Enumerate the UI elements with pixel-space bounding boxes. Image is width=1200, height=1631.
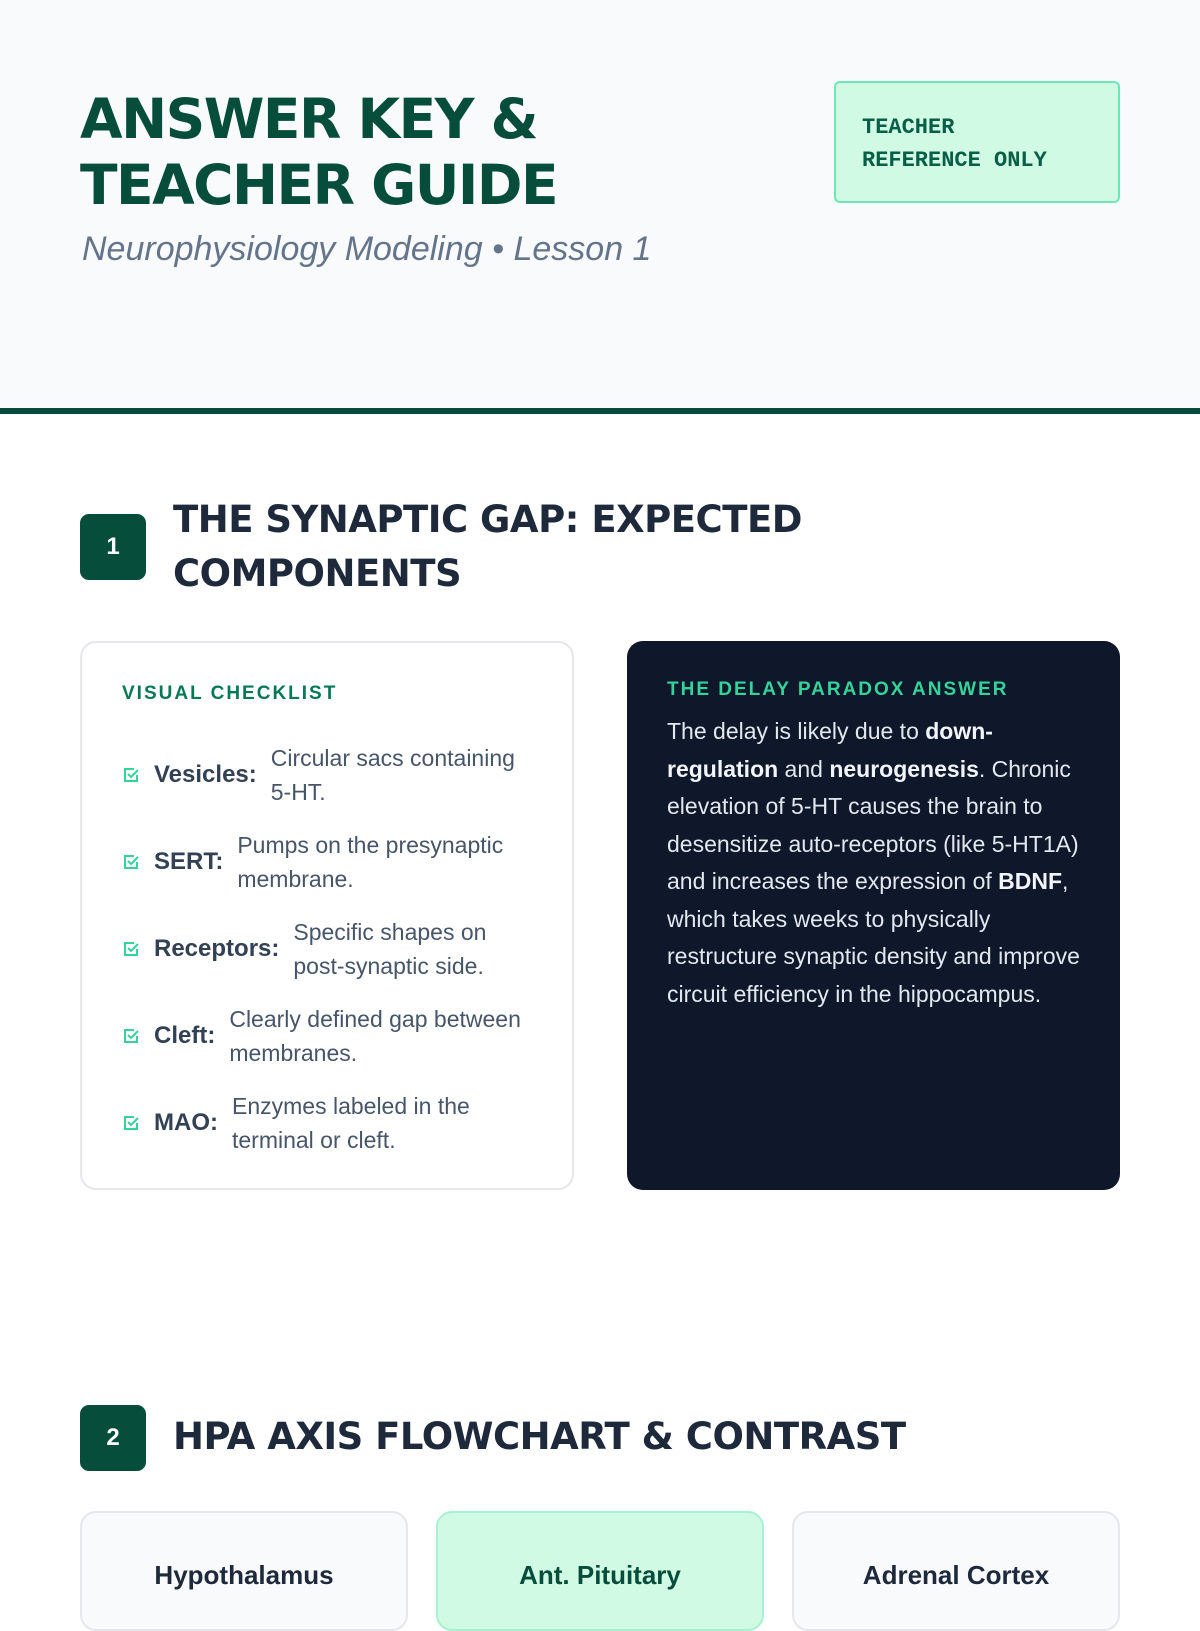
checklist-item [122, 731, 532, 818]
item-value: Specific shapes on post-synaptic side. [293, 918, 487, 979]
checkbox-checked-icon [122, 853, 140, 871]
flow-node-ant-pituitary: Ant. Pituitary [436, 1511, 764, 1631]
item-key: Receptors: [154, 934, 280, 962]
delay-paradox-card [627, 641, 1120, 1190]
checkbox-checked-icon [122, 766, 140, 784]
checkbox-checked-icon [122, 1114, 140, 1132]
section-title: HPA AXIS FLOWCHART & CONTRAST [173, 1415, 906, 1458]
answer-label: THE DELAY PARADOX ANSWER [667, 679, 1009, 700]
section-number: 2 [80, 1405, 146, 1471]
item-key: SERT: [154, 847, 224, 875]
checklist-item [122, 992, 532, 1079]
flow-node-adrenal-cortex: Adrenal Cortex [792, 1511, 1120, 1631]
item-value: Pumps on the presynaptic membrane. [237, 831, 504, 892]
page-subtitle: Neurophysiology Modeling • Lesson 1 [82, 230, 652, 268]
section-title [173, 493, 802, 601]
item-value: Clearly defined gap between membranes. [229, 1005, 521, 1066]
section-number: 1 [80, 514, 146, 580]
checklist-item [122, 905, 532, 992]
teacher-reference-badge [834, 81, 1120, 203]
page-title [80, 86, 557, 218]
badge-line: REFERENCE ONLY [862, 148, 1047, 173]
answer-text: The delay is likely due to down-regulation and neurogenesis. Chronic elevation of 5-HT causes the brain to desensitize auto-receptors (like 5-HT1A) and increases the expression of BDNF, which takes weeks to physically restructure synaptic density and improve circuit efficiency in the hippocampus. [667, 718, 1080, 1007]
checklist-item [122, 1079, 532, 1166]
visual-checklist-card [80, 641, 574, 1190]
header [0, 0, 1200, 414]
badge-line: TEACHER [862, 115, 955, 140]
checklist-item [122, 818, 532, 905]
flow-node-hypothalamus: Hypothalamus [80, 1511, 408, 1631]
checkbox-checked-icon [122, 1027, 140, 1045]
item-value: Enzymes labeled in the terminal or cleft. [231, 1092, 470, 1153]
checkbox-checked-icon [122, 940, 140, 958]
item-key: Vesicles: [154, 760, 257, 788]
item-key: MAO: [154, 1108, 218, 1136]
checklist-label: VISUAL CHECKLIST [122, 683, 338, 704]
title-line: ANSWER KEY & [80, 87, 538, 151]
title-line: THE SYNAPTIC GAP: EXPECTED [173, 498, 802, 541]
title-line: TEACHER GUIDE [80, 153, 558, 217]
item-value: Circular sacs containing 5-HT. [270, 744, 515, 805]
title-line: COMPONENTS [173, 552, 462, 595]
item-key: Cleft: [154, 1021, 216, 1049]
